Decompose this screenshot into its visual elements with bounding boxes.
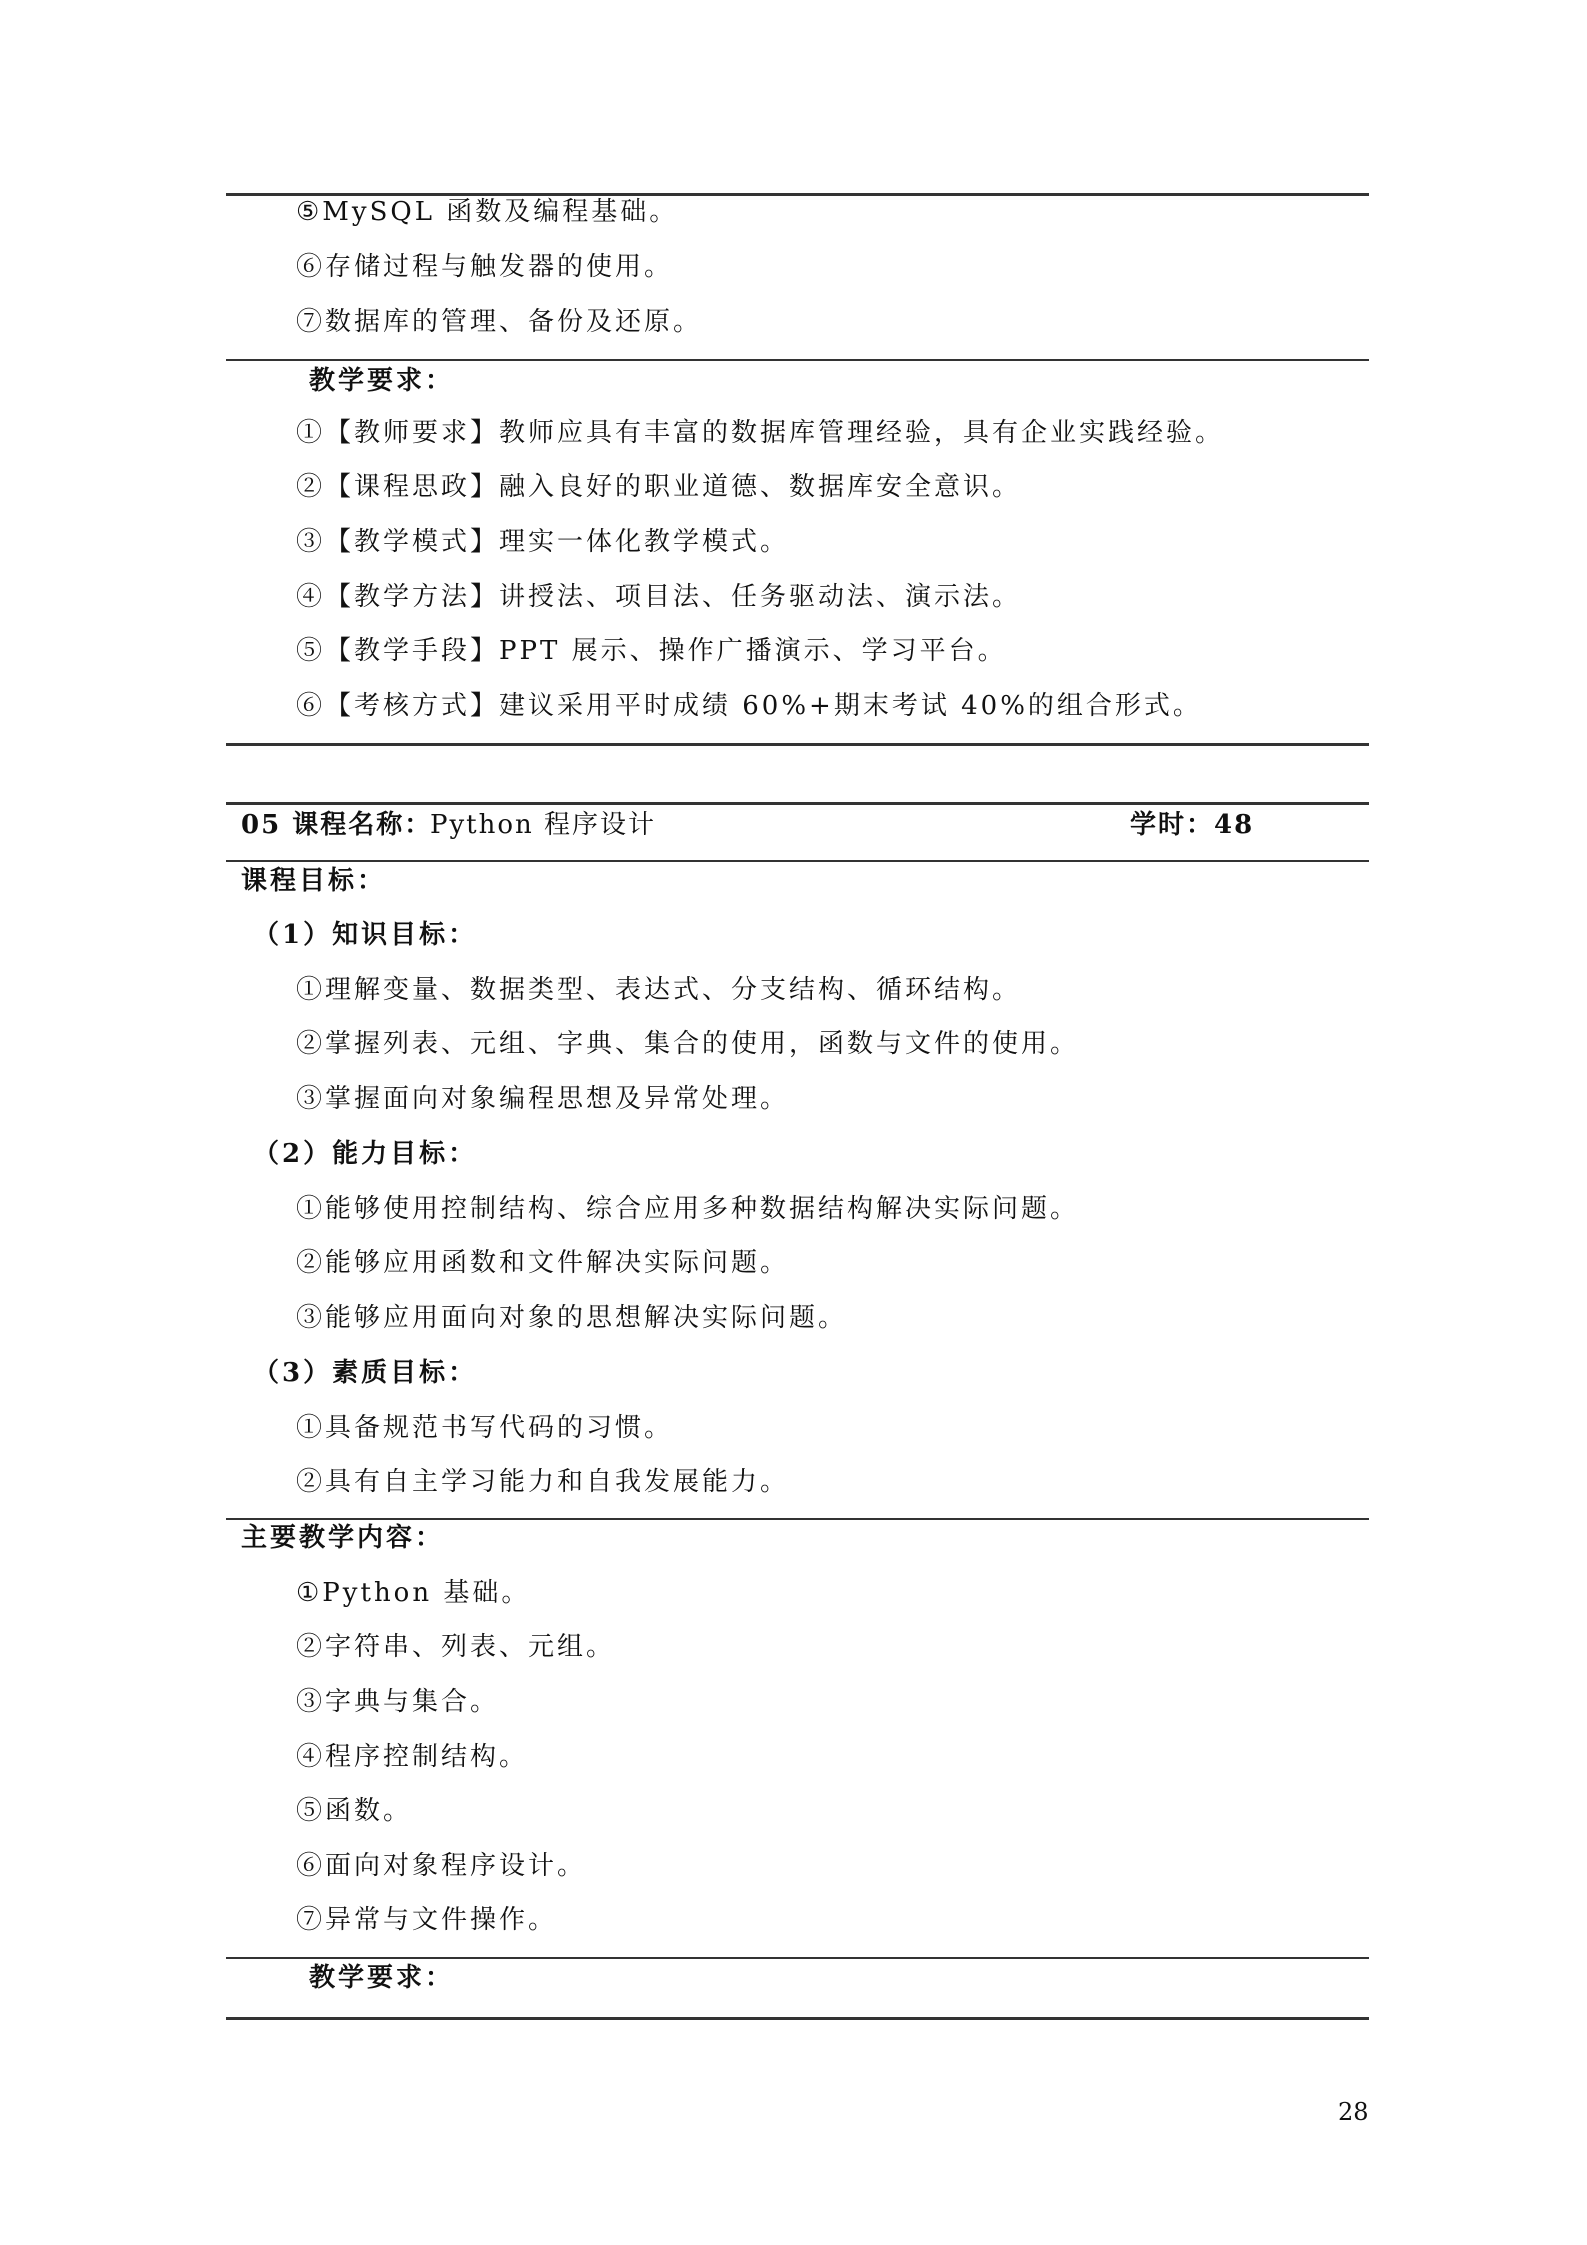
content-item: ⑤函数。 bbox=[296, 1796, 413, 1826]
table-top-border bbox=[226, 802, 1369, 805]
row-divider bbox=[226, 860, 1369, 862]
content-item: ③字典与集合。 bbox=[296, 1687, 500, 1717]
content-item: ⑦异常与文件操作。 bbox=[296, 1905, 558, 1935]
table-bottom-border bbox=[226, 2017, 1369, 2020]
quality-heading: （3）素质目标： bbox=[253, 1358, 478, 1388]
knowledge-item: ①理解变量、数据类型、表达式、分支结构、循环结构。 bbox=[296, 975, 1022, 1005]
course-hours: 学时：48 bbox=[1130, 810, 1255, 840]
content-item: ④程序控制结构。 bbox=[296, 1742, 529, 1772]
content-heading: 主要教学内容： bbox=[241, 1523, 445, 1553]
content-item: ②字符串、列表、元组。 bbox=[296, 1632, 616, 1662]
requirements-heading: 教学要求： bbox=[309, 1963, 455, 1993]
content-item: ⑦数据库的管理、备份及还原。 bbox=[296, 307, 703, 337]
requirement-item: ③【教学模式】理实一体化教学模式。 bbox=[296, 527, 790, 557]
requirement-item: ⑥【考核方式】建议采用平时成绩 60%+期末考试 40%的组合形式。 bbox=[296, 691, 1202, 721]
requirement-item: ④【教学方法】讲授法、项目法、任务驱动法、演示法。 bbox=[296, 582, 1022, 612]
requirements-heading: 教学要求： bbox=[309, 366, 455, 396]
content-item: ⑤MySQL 函数及编程基础。 bbox=[296, 197, 679, 227]
objectives-heading: 课程目标： bbox=[241, 866, 387, 896]
ability-item: ③能够应用面向对象的思想解决实际问题。 bbox=[296, 1303, 848, 1333]
quality-item: ①具备规范书写代码的习惯。 bbox=[296, 1413, 674, 1443]
ability-item: ②能够应用函数和文件解决实际问题。 bbox=[296, 1248, 790, 1278]
quality-item: ②具有自主学习能力和自我发展能力。 bbox=[296, 1467, 790, 1497]
knowledge-heading: （1）知识目标： bbox=[253, 920, 478, 950]
course-name: Python 程序设计 bbox=[430, 810, 657, 840]
row-divider bbox=[226, 1957, 1369, 1959]
content-item: ①Python 基础。 bbox=[296, 1578, 531, 1608]
requirement-item: ②【课程思政】融入良好的职业道德、数据库安全意识。 bbox=[296, 472, 1022, 502]
course-name-label: 05 课程名称： bbox=[241, 810, 433, 840]
content-item: ⑥存储过程与触发器的使用。 bbox=[296, 252, 674, 282]
table-bottom-border bbox=[226, 743, 1369, 746]
row-divider bbox=[226, 359, 1369, 361]
knowledge-item: ②掌握列表、元组、字典、集合的使用，函数与文件的使用。 bbox=[296, 1029, 1080, 1059]
ability-item: ①能够使用控制结构、综合应用多种数据结构解决实际问题。 bbox=[296, 1194, 1080, 1224]
content-item: ⑥面向对象程序设计。 bbox=[296, 1851, 587, 1881]
page-number: 28 bbox=[1338, 2098, 1369, 2126]
requirement-item: ①【教师要求】教师应具有丰富的数据库管理经验，具有企业实践经验。 bbox=[296, 418, 1225, 448]
knowledge-item: ③掌握面向对象编程思想及异常处理。 bbox=[296, 1084, 790, 1114]
requirement-item: ⑤【教学手段】PPT 展示、操作广播演示、学习平台。 bbox=[296, 636, 1007, 666]
ability-heading: （2）能力目标： bbox=[253, 1139, 478, 1169]
